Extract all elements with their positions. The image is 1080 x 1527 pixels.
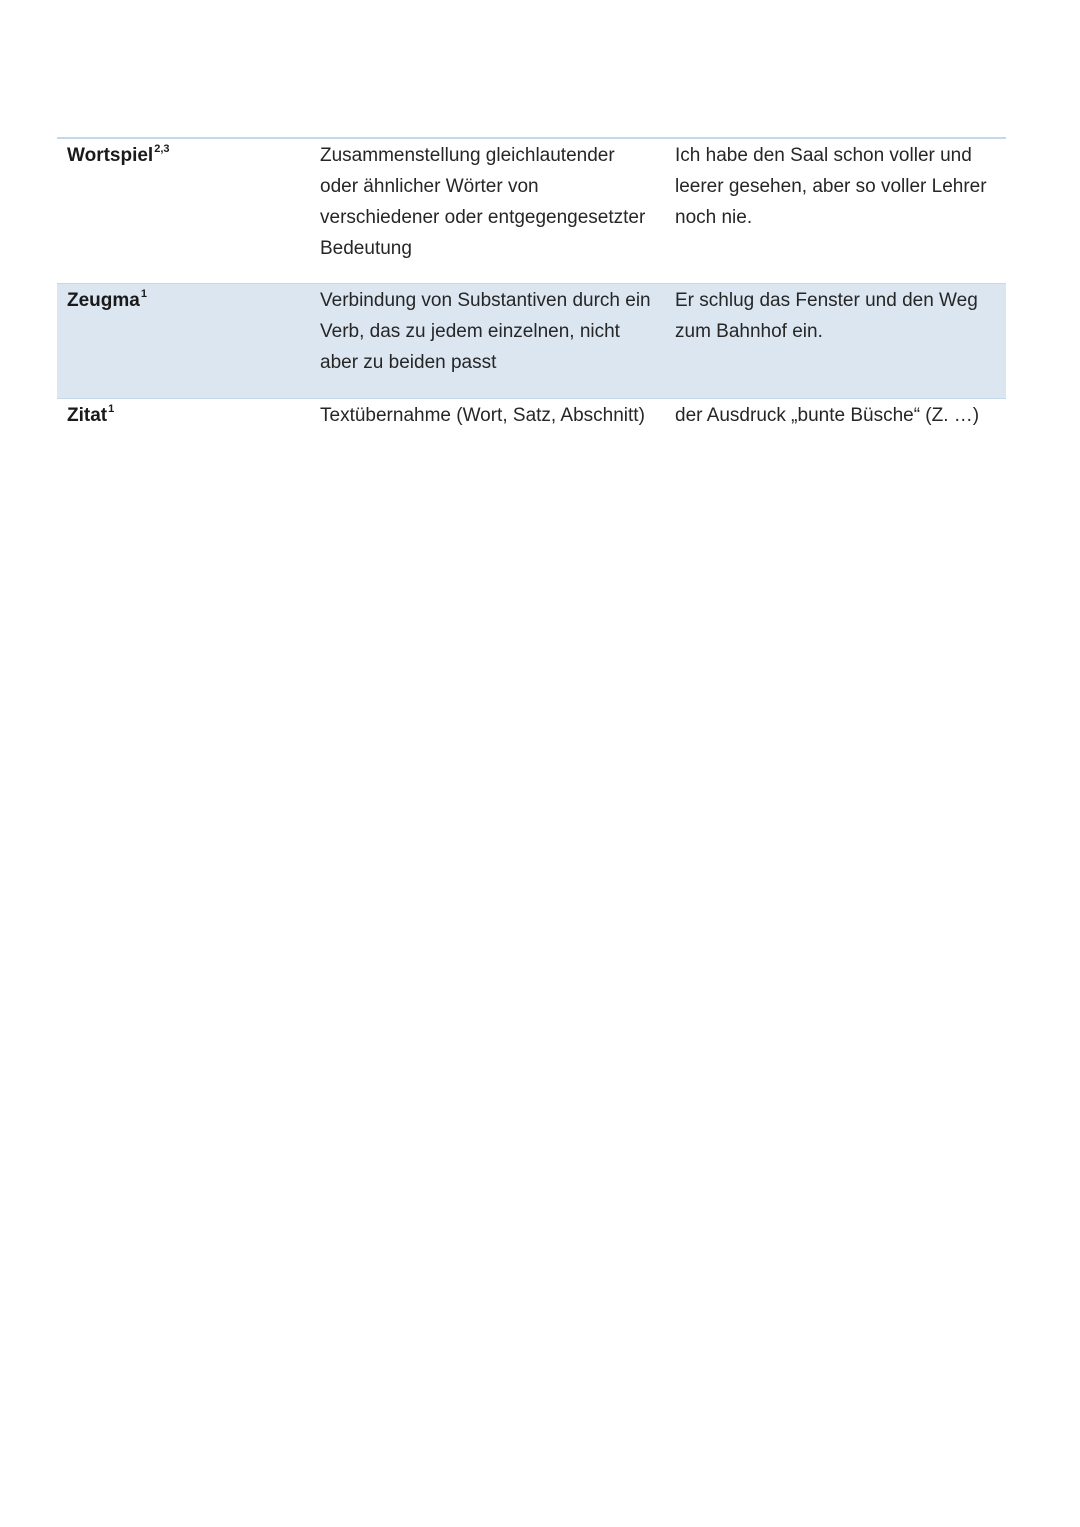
table-row	[57, 399, 1006, 479]
stylistic-devices-table	[57, 137, 1006, 479]
definition-cell: Textübernahme (Wort, Satz, Abschnitt)	[320, 405, 645, 426]
term-text: Zeugma	[67, 290, 140, 311]
term-cell	[57, 284, 310, 398]
footnote-marker: 1	[140, 288, 147, 300]
example-cell: der Ausdruck „bunte Büsche“ (Z. …)	[675, 405, 980, 426]
term-text: Wortspiel	[67, 145, 154, 166]
example-cell: Er schlug das Fenster und den Weg zum Bahnhof ein.	[675, 290, 978, 342]
definition-cell: Verbindung von Substantiven durch ein Verb, das zu jedem einzelnen, nicht aber zu beiden passt	[320, 290, 651, 373]
term-text: Zitat	[67, 405, 108, 426]
footnote-marker: 2,3	[154, 143, 170, 155]
term-cell	[57, 139, 310, 283]
footnote-marker: 1	[108, 403, 115, 415]
term-cell	[57, 399, 310, 479]
example-cell: Ich habe den Saal schon voller und leerer gesehen, aber so voller Lehrer noch nie.	[675, 145, 987, 228]
definition-cell: Zusammenstellung gleichlautender oder ähnlicher Wörter von verschiedener oder entgegengesetzter Bedeutung	[320, 145, 646, 259]
table-row	[57, 284, 1006, 399]
table-row	[57, 139, 1006, 284]
